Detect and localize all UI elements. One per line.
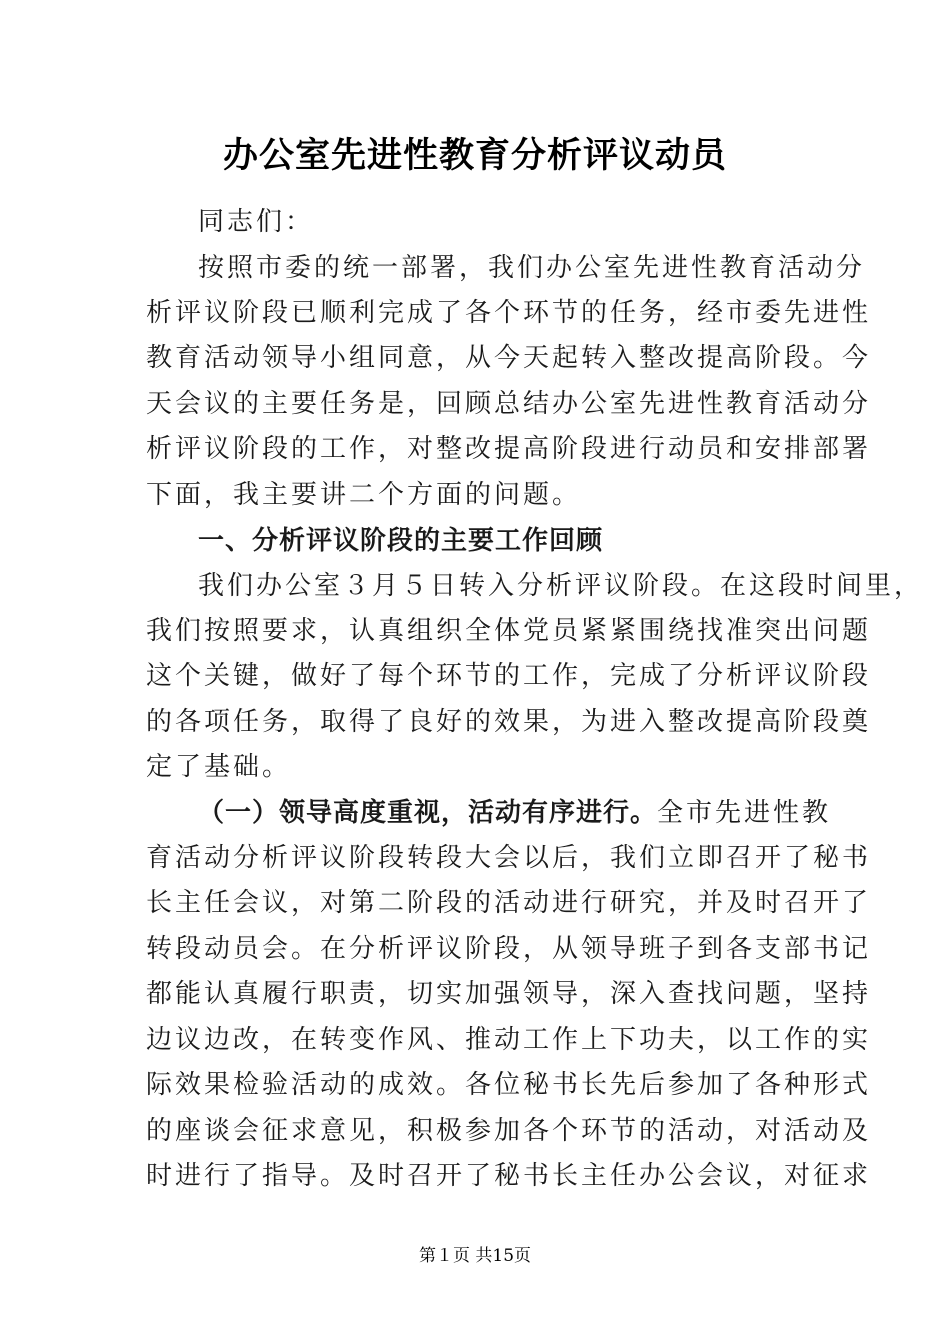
salutation: 同志们： [198, 207, 315, 237]
paragraph-text: 全市先进性教 [657, 798, 832, 828]
paragraph-line: 都能认真履行职责，切实加强领导，深入查找问题，坚持 [146, 979, 872, 1009]
paragraph-line: 长主任会议，对第二阶段的活动进行研究，并及时召开了 [146, 888, 872, 918]
paragraph-line: 我们按照要求，认真组织全体党员紧紧围绕找准突出问题 [146, 616, 872, 646]
page-number: 第１页 共15页 [418, 1246, 532, 1266]
subsection-heading: （一）领导高度重视，活动有序进行。 [198, 798, 658, 828]
paragraph-line: 边议边改，在转变作风、推动工作上下功夫，以工作的实 [146, 1025, 872, 1055]
paragraph-line: 析评议阶段的工作，对整改提高阶段进行动员和安排部署 [146, 434, 872, 464]
paragraph-line: 定了基础。 [146, 752, 292, 782]
paragraph-line: 这个关键，做好了每个环节的工作，完成了分析评议阶段 [146, 661, 872, 691]
paragraph-line: 时进行了指导。及时召开了秘书长主任办公会议，对征求 [146, 1161, 872, 1191]
paragraph-line: 教育活动领导小组同意，从今天起转入整改提高阶段。今 [146, 343, 872, 373]
document-title: 办公室先进性教育分析评议动员 [222, 135, 727, 176]
paragraph-line: 际效果检验活动的成效。各位秘书长先后参加了各种形式 [146, 1070, 872, 1100]
paragraph-line: 天会议的主要任务是，回顾总结办公室先进性教育活动分 [146, 389, 872, 419]
paragraph-line: 的座谈会征求意见，积极参加各个环节的活动，对活动及 [146, 1116, 872, 1146]
paragraph-line: 转段动员会。在分析评议阶段，从领导班子到各支部书记 [146, 934, 872, 964]
paragraph-line: 下面，我主要讲二个方面的问题。 [146, 480, 582, 510]
paragraph-line: 析评议阶段已顺利完成了各个环节的任务，经市委先进性 [146, 298, 872, 328]
paragraph-line: 我们办公室３月５日转入分析评议阶段。在这段时间里， [198, 571, 924, 601]
paragraph-line: 育活动分析评议阶段转段大会以后，我们立即召开了秘书 [146, 843, 872, 873]
paragraph-line: 的各项任务，取得了良好的效果，为进入整改提高阶段奠 [146, 707, 872, 737]
paragraph-line [198, 798, 831, 828]
paragraph-line: 按照市委的统一部署，我们办公室先进性教育活动分 [198, 253, 866, 283]
section-heading: 一、分析评议阶段的主要工作回顾 [198, 526, 604, 556]
